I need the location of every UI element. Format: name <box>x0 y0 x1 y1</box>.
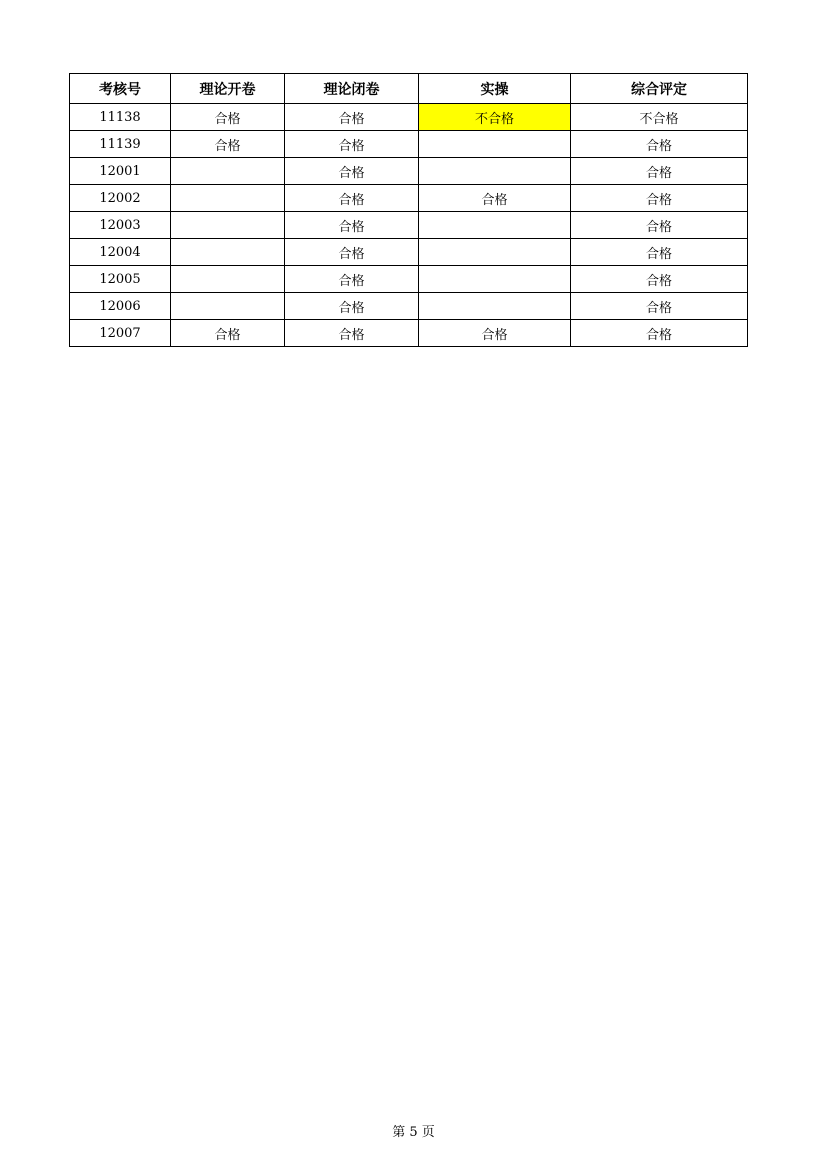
header-practical: 实操 <box>419 74 571 104</box>
cell-practical: 合格 <box>419 185 571 212</box>
table-row <box>70 158 748 185</box>
header-theory-closed-book: 理论闭卷 <box>285 74 419 104</box>
cell-theory-open-book: 合格 <box>171 131 285 158</box>
table-row <box>70 104 748 131</box>
cell-theory-closed-book: 合格 <box>285 212 419 239</box>
table-row <box>70 131 748 158</box>
table-row <box>70 239 748 266</box>
cell-theory-open-book <box>171 293 285 320</box>
cell-theory-closed-book: 合格 <box>285 293 419 320</box>
header-row <box>70 74 748 104</box>
table-row <box>70 212 748 239</box>
cell-exam-number: 11139 <box>70 131 171 158</box>
cell-practical <box>419 239 571 266</box>
cell-practical: 合格 <box>419 320 571 347</box>
cell-theory-closed-book: 合格 <box>285 239 419 266</box>
cell-theory-closed-book: 合格 <box>285 185 419 212</box>
cell-theory-closed-book: 合格 <box>285 131 419 158</box>
cell-theory-open-book <box>171 239 285 266</box>
table-row <box>70 266 748 293</box>
cell-overall-evaluation: 合格 <box>571 293 748 320</box>
cell-overall-evaluation: 合格 <box>571 131 748 158</box>
cell-practical <box>419 293 571 320</box>
cell-theory-closed-book: 合格 <box>285 320 419 347</box>
cell-overall-evaluation: 合格 <box>571 158 748 185</box>
cell-overall-evaluation: 合格 <box>571 239 748 266</box>
table-row <box>70 320 748 347</box>
header-exam-number: 考核号 <box>70 74 171 104</box>
table-row <box>70 185 748 212</box>
cell-theory-open-book <box>171 266 285 293</box>
cell-theory-open-book <box>171 185 285 212</box>
cell-overall-evaluation: 合格 <box>571 185 748 212</box>
cell-overall-evaluation: 合格 <box>571 320 748 347</box>
table-row <box>70 293 748 320</box>
cell-practical <box>419 158 571 185</box>
cell-exam-number: 12006 <box>70 293 171 320</box>
page-number: 第 5 页 <box>392 1125 435 1140</box>
cell-practical <box>419 131 571 158</box>
cell-exam-number: 12007 <box>70 320 171 347</box>
header-overall-evaluation: 综合评定 <box>571 74 748 104</box>
cell-practical-highlighted: 不合格 <box>419 104 571 131</box>
cell-theory-open-book: 合格 <box>171 320 285 347</box>
cell-theory-open-book <box>171 212 285 239</box>
cell-exam-number: 12001 <box>70 158 171 185</box>
cell-practical <box>419 266 571 293</box>
cell-exam-number: 12002 <box>70 185 171 212</box>
cell-theory-open-book <box>171 158 285 185</box>
cell-practical <box>419 212 571 239</box>
cell-theory-closed-book: 合格 <box>285 266 419 293</box>
cell-overall-evaluation: 合格 <box>571 212 748 239</box>
cell-overall-evaluation: 合格 <box>571 266 748 293</box>
results-table <box>69 73 748 347</box>
cell-theory-open-book: 合格 <box>171 104 285 131</box>
cell-exam-number: 11138 <box>70 104 171 131</box>
cell-exam-number: 12005 <box>70 266 171 293</box>
cell-overall-evaluation: 不合格 <box>571 104 748 131</box>
cell-theory-closed-book: 合格 <box>285 104 419 131</box>
header-theory-open-book: 理论开卷 <box>171 74 285 104</box>
cell-exam-number: 12003 <box>70 212 171 239</box>
cell-theory-closed-book: 合格 <box>285 158 419 185</box>
cell-exam-number: 12004 <box>70 239 171 266</box>
